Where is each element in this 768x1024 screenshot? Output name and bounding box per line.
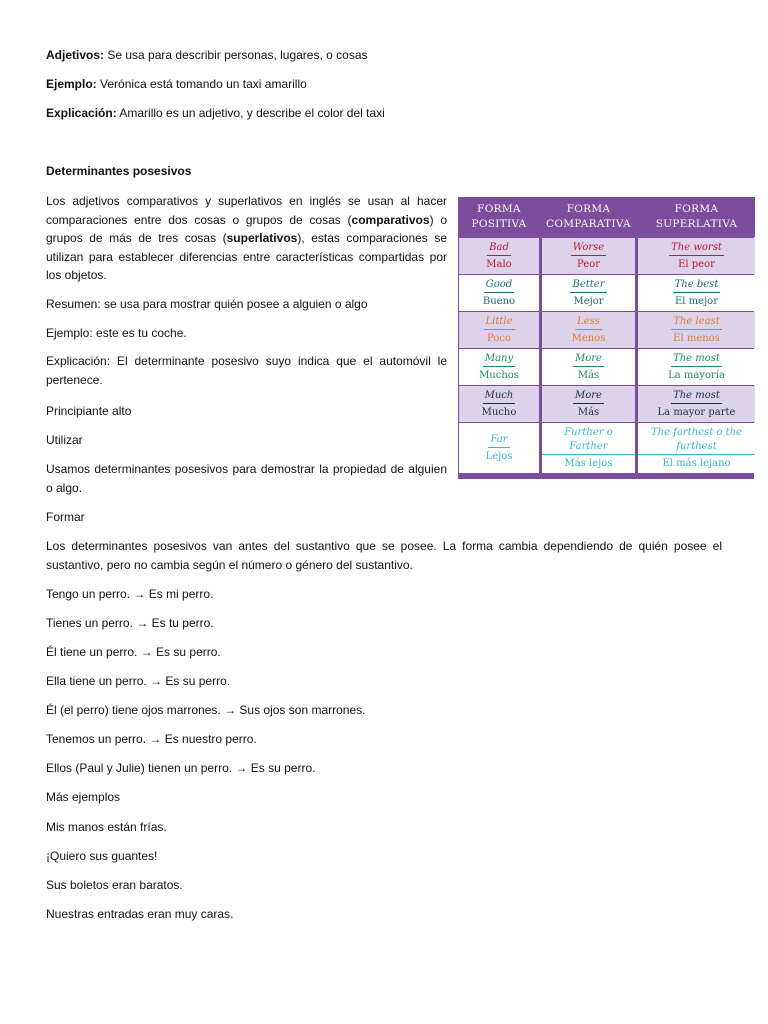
table-cell: [459, 349, 539, 385]
header-line: COMPARATIVA: [546, 218, 631, 230]
spanish-word: Bueno: [482, 295, 516, 307]
table-cell: [638, 423, 755, 473]
spanish-word: Menos: [571, 332, 606, 344]
spanish-word: La mayoría: [668, 369, 725, 381]
table-cell: [459, 423, 539, 473]
spanish-word: El más lejano: [662, 457, 731, 469]
spanish-word: Muchos: [479, 369, 519, 381]
table-cell: [638, 312, 755, 348]
nivel: [46, 402, 131, 420]
more-example-line: Mis manos están frías.: [46, 820, 167, 834]
english-word: Good: [484, 278, 514, 293]
utilizar-paragraph: [46, 460, 447, 497]
ejemplo-coche-text: Ejemplo: este es tu coche.: [46, 326, 187, 340]
table-header-positiva: [459, 197, 539, 237]
example-line: Ella tiene un perro. → Es su perro.: [46, 674, 231, 688]
english-word: The least: [671, 315, 721, 330]
table-header-comparativa: [542, 197, 635, 237]
formar-paragraph-text: Los determinantes posesivos van antes del sustantivo que se posee. La forma cambia dependiendo de quién posee el sustantivo, pero no cambia según el número o género del sustantivo.: [46, 539, 722, 572]
adjetivos-example: [46, 75, 307, 93]
adjetivos-text: Se usa para describir personas, lugares, o cosas: [104, 48, 368, 62]
example-line: Él tiene un perro. → Es su perro.: [46, 645, 221, 659]
more-example-line: Nuestras entradas eran muy caras.: [46, 907, 234, 921]
header-line: FORMA: [566, 203, 611, 215]
spanish-word: Mejor: [573, 295, 604, 307]
mas-ejemplos-heading: Más ejemplos: [46, 790, 121, 804]
table-header-superlativa: [638, 197, 755, 237]
ejemplo-label: Ejemplo:: [46, 77, 97, 91]
comparison-table: [458, 197, 754, 479]
example-line: Tengo un perro. → Es mi perro.: [46, 587, 214, 601]
table-cell: [638, 238, 755, 274]
spanish-word: Poco: [487, 332, 511, 344]
adjetivos-label: Adjetivos:: [46, 48, 105, 62]
table-cell: [542, 275, 635, 311]
table-cell: [542, 349, 635, 385]
resumen-text: Resumen: se usa para mostrar quién posee a alguien o algo: [46, 297, 368, 311]
intro-text-1: Los adjetivos comparativos y superlativos en inglés se usan al hacer comparaciones entre dos cosas o grupos de cosas (: [46, 194, 447, 227]
spanish-word: Más: [577, 406, 600, 418]
intro-text-3: ), estas comparaciones se utilizan para establecer diferencias entre características compartidas por los objetos.: [46, 231, 447, 282]
spanish-word: Lejos: [485, 450, 513, 462]
table-cell: [459, 275, 539, 311]
spanish-word: La mayor parte: [657, 406, 736, 418]
ejemplo-text: Verónica está tomando un taxi amarillo: [96, 77, 307, 91]
example-line: Tenemos un perro. → Es nuestro perro.: [46, 732, 257, 746]
resumen: [46, 295, 368, 313]
intro-paragraph: [46, 192, 447, 285]
spanish-word: El mejor: [675, 295, 718, 307]
english-word: The most: [671, 389, 722, 404]
english-word: Better: [570, 278, 606, 293]
section-heading: [46, 162, 191, 180]
example-line: Ellos (Paul y Julie) tienen un perro. → Es su perro.: [46, 761, 316, 775]
section-heading-text: Determinantes posesivos: [46, 164, 192, 178]
table-cell: [459, 386, 539, 422]
table-cell: [459, 312, 539, 348]
english-word: Less: [575, 315, 602, 330]
header-line: FORMA: [477, 203, 521, 215]
english-word: Further o Farther: [542, 426, 635, 455]
explicacion-label: Explicación:: [46, 106, 117, 120]
english-word: Far: [488, 433, 509, 448]
english-word: Bad: [487, 241, 511, 256]
table-cell: [542, 423, 635, 473]
intro-bold-superlativos: superlativos: [226, 231, 298, 245]
more-example-line: Sus boletos eran baratos.: [46, 878, 183, 892]
table-cell: [638, 349, 755, 385]
english-word: The farthest o the furthest: [638, 426, 755, 455]
formar-heading-text: Formar: [46, 510, 85, 524]
ejemplo-coche: [46, 324, 187, 342]
header-line: FORMA: [674, 203, 719, 215]
intro-text-2: ) o grupos de más de tres cosas (: [46, 212, 447, 245]
table-cell: [638, 275, 755, 311]
table-cell: [542, 312, 635, 348]
example-line: Él (el perro) tiene ojos marrones. → Sus ojos son marrones.: [46, 703, 366, 717]
adjetivos-explanation: [46, 104, 385, 122]
spanish-word: Más lejos: [564, 457, 613, 469]
english-word: Much: [483, 389, 516, 404]
spanish-word: El peor: [678, 258, 715, 270]
header-line: POSITIVA: [471, 218, 527, 230]
utilizar-heading: [46, 431, 83, 449]
english-word: More: [573, 352, 604, 367]
nivel-text: Principiante alto: [46, 404, 132, 418]
spanish-word: Mucho: [481, 406, 517, 418]
formar-paragraph: [46, 537, 722, 574]
english-word: Little: [484, 315, 515, 330]
formar-heading: [46, 508, 85, 526]
spanish-word: El menos: [673, 332, 720, 344]
spanish-word: Peor: [577, 258, 600, 270]
english-word: The best: [673, 278, 721, 293]
header-line: SUPERLATIVA: [655, 218, 738, 230]
adjetivos-definition: [46, 46, 368, 64]
english-word: The most: [671, 352, 722, 367]
english-word: Worse: [571, 241, 606, 256]
example-line: Tienes un perro. → Es tu perro.: [46, 616, 214, 630]
more-example-line: ¡Quiero sus guantes!: [46, 849, 158, 863]
explicacion-text: Amarillo es un adjetivo, y describe el color del taxi: [116, 106, 385, 120]
english-word: Many: [483, 352, 515, 367]
spanish-word: Malo: [486, 258, 512, 270]
spanish-word: Más: [577, 369, 600, 381]
table-cell: [542, 386, 635, 422]
table-cell: [542, 238, 635, 274]
table-cell: [638, 386, 755, 422]
english-word: The worst: [669, 241, 724, 256]
explicacion-posesivo: [46, 352, 447, 389]
utilizar-paragraph-text: Usamos determinantes posesivos para demostrar la propiedad de alguien o algo.: [46, 462, 447, 495]
intro-bold-comparativos: comparativos: [351, 212, 430, 227]
utilizar-heading-text: Utilizar: [46, 433, 83, 447]
english-word: More: [573, 389, 604, 404]
explicacion-posesivo-text: Explicación: El determinante posesivo suyo indica que el automóvil le pertenece.: [46, 354, 447, 387]
table-cell: [459, 238, 539, 274]
